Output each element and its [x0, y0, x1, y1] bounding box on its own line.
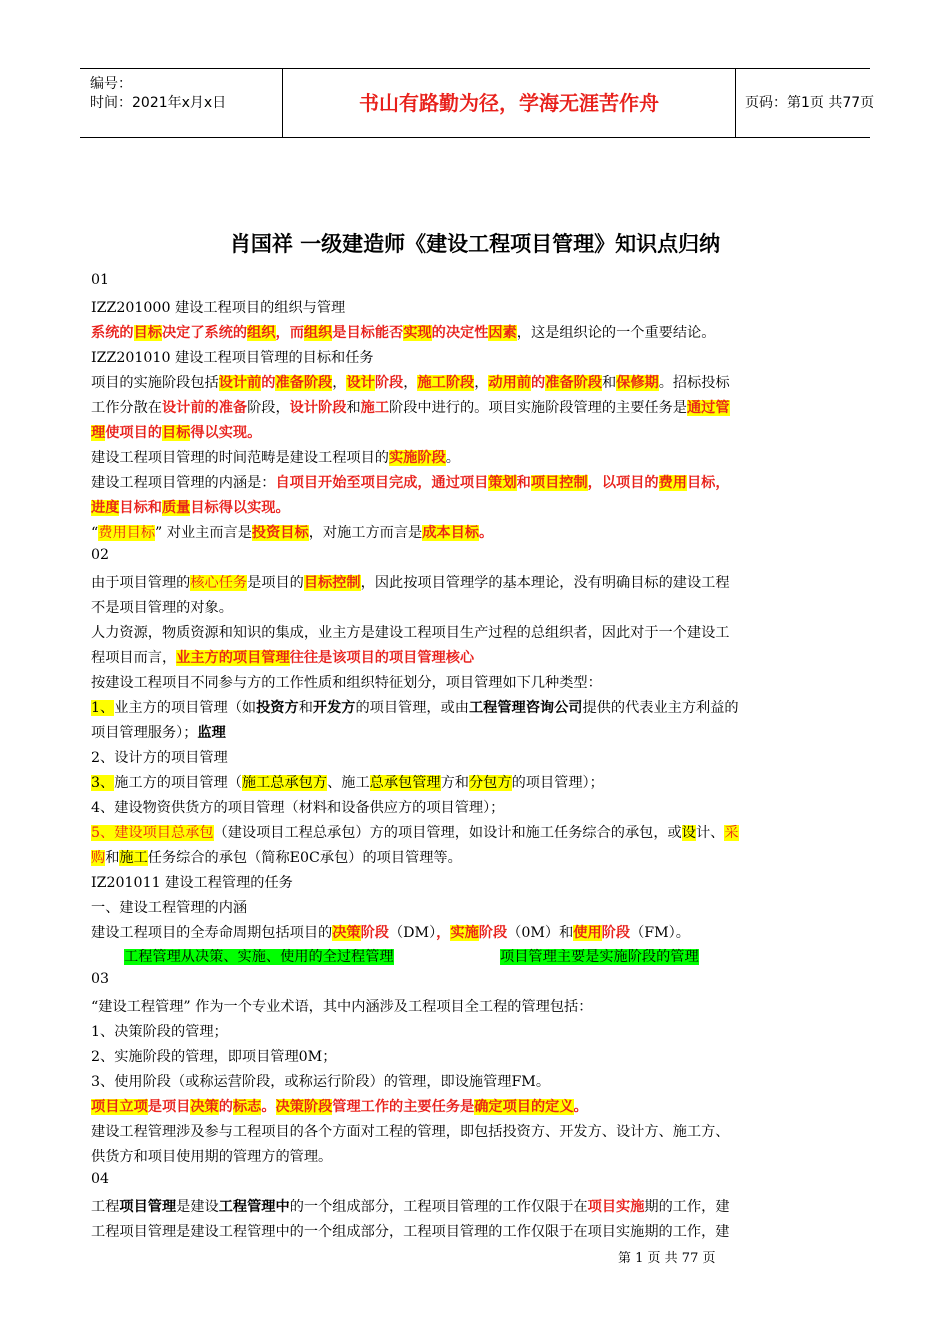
paragraph-line: 建设工程项目管理的内涵是：自项目开始至项目完成，通过项目策划和项目控制，以项目的费用目标，: [91, 475, 730, 491]
paragraph-line: 4、建设物资供货方的项目管理（材料和设备供应方的项目管理）；: [91, 800, 505, 816]
paragraph-line: 04: [91, 1171, 110, 1187]
paragraph-line: 建设工程管理涉及参与工程项目的各个方面对工程的管理，即包括投资方、开发方、设计方、施工方、: [91, 1124, 730, 1140]
paragraph-line: 项目管理主要是实施阶段的管理: [500, 949, 699, 965]
paragraph-line: 供货方和项目使用期的管理方的管理。: [91, 1149, 333, 1165]
paragraph-line: 不是项目管理的对象。: [91, 600, 233, 616]
paragraph-line: 理使项目的目标得以实现。: [91, 425, 262, 441]
paragraph-line: 项目立项是项目决策的标志。决策阶段管理工作的主要任务是确定项目的定义。: [91, 1099, 588, 1115]
header-motto: 书山有路勤为径，学海无涯苦作舟: [282, 69, 736, 137]
paragraph-line: 系统的目标决定了系统的组织，而组织是目标能否实现的决定性因素，这是组织论的一个重要结论。: [91, 325, 716, 341]
paragraph-line: “费用目标” 对业主而言是投资目标，对施工方而言是成本目标。: [91, 525, 494, 541]
number-label: 编号：: [90, 76, 132, 92]
paragraph-line: IZ201011 建设工程管理的任务: [91, 875, 293, 891]
paragraph-line: 工程项目管理是建设工程管理中的一个组成部分，工程项目管理的工作仅限于在项目实施期的工作，建: [91, 1224, 730, 1240]
paragraph-line: IZZ201010 建设工程项目管理的目标和任务: [91, 350, 374, 366]
header-meta: [80, 69, 282, 137]
paragraph-line: 由于项目管理的核心任务是项目的目标控制，因此按项目管理学的基本理论，没有明确目标的建设工程: [91, 575, 730, 591]
paragraph-line: 程项目而言，业主方的项目管理往往是该项目的项目管理核心: [91, 650, 475, 666]
paragraph-line: 建设工程项目的全寿命周期包括项目的决策阶段（DM），实施阶段（0M）和使用阶段（FM）。: [91, 925, 690, 941]
paragraph-line: 工作分散在设计前的准备阶段，设计阶段和施工阶段中进行的。项目实施阶段管理的主要任务是通过管: [91, 400, 730, 416]
paragraph-line: 工程项目管理是建设工程管理中的一个组成部分，工程项目管理的工作仅限于在项目实施期的工作，建: [91, 1199, 730, 1215]
paragraph-line: IZZ201000 建设工程项目的组织与管理: [91, 300, 346, 316]
paragraph-line: 项目管理服务）；监理: [91, 725, 226, 741]
paragraph-line: 1、业主方的项目管理（如投资方和开发方的项目管理，或由工程管理咨询公司提供的代表业主方利益的: [91, 700, 739, 716]
paragraph-line: 2、实施阶段的管理，即项目管理0M；: [91, 1049, 337, 1065]
paragraph-line: 01: [91, 272, 110, 288]
paragraph-line: 工程管理从决策、实施、使用的全过程管理: [124, 949, 394, 965]
paragraph-line: 项目的实施阶段包括设计前的准备阶段，设计阶段，施工阶段，动用前的准备阶段和保修期。招标投标: [91, 375, 730, 391]
paragraph-line: 建设工程项目管理的时间范畴是建设工程项目的实施阶段。: [91, 450, 460, 466]
document-title: 肖国祥 一级建造师《建设工程项目管理》知识点归纳: [229, 232, 721, 256]
paragraph-line: 03: [91, 971, 110, 987]
document-header: [80, 68, 875, 138]
paragraph-line: 人力资源，物质资源和知识的集成，业主方是建设工程项目生产过程的总组织者，因此对于一个建设工: [91, 625, 730, 641]
paragraph-line: 购和施工任务综合的承包（简称E0C承包）的项目管理等。: [91, 850, 462, 866]
paragraph-line: 5、建设项目总承包（建设项目工程总承包）方的项目管理，如设计和施工任务综合的承包，或设计、采: [91, 825, 739, 841]
page-footer: 第 1 页 共 77 页: [618, 1251, 716, 1266]
paragraph-line: 3、使用阶段（或称运营阶段，或称运行阶段）的管理，即设施管理FM。: [91, 1074, 551, 1090]
paragraph-line: 1、决策阶段的管理；: [91, 1024, 228, 1040]
paragraph-line: “建设工程管理” 作为一个专业术语，其中内涵涉及工程项目全工程的管理包括：: [91, 999, 593, 1015]
paragraph-line: 一、建设工程管理的内涵: [91, 900, 248, 916]
paragraph-line: 进度目标和质量目标得以实现。: [91, 500, 290, 516]
paragraph-line: 按建设工程项目不同参与方的工作性质和组织特征划分，项目管理如下几种类型：: [91, 675, 602, 691]
header-page-label: 页码：第1页 共77页: [745, 95, 875, 111]
paragraph-line: 02: [91, 547, 110, 563]
paragraph-line: 2、设计方的项目管理: [91, 750, 228, 766]
date-label: 时间：2021年x月x日: [90, 95, 227, 111]
paragraph-line: 3、施工方的项目管理（施工总承包方、施工总承包管理方和分包方的项目管理）；: [91, 775, 604, 791]
